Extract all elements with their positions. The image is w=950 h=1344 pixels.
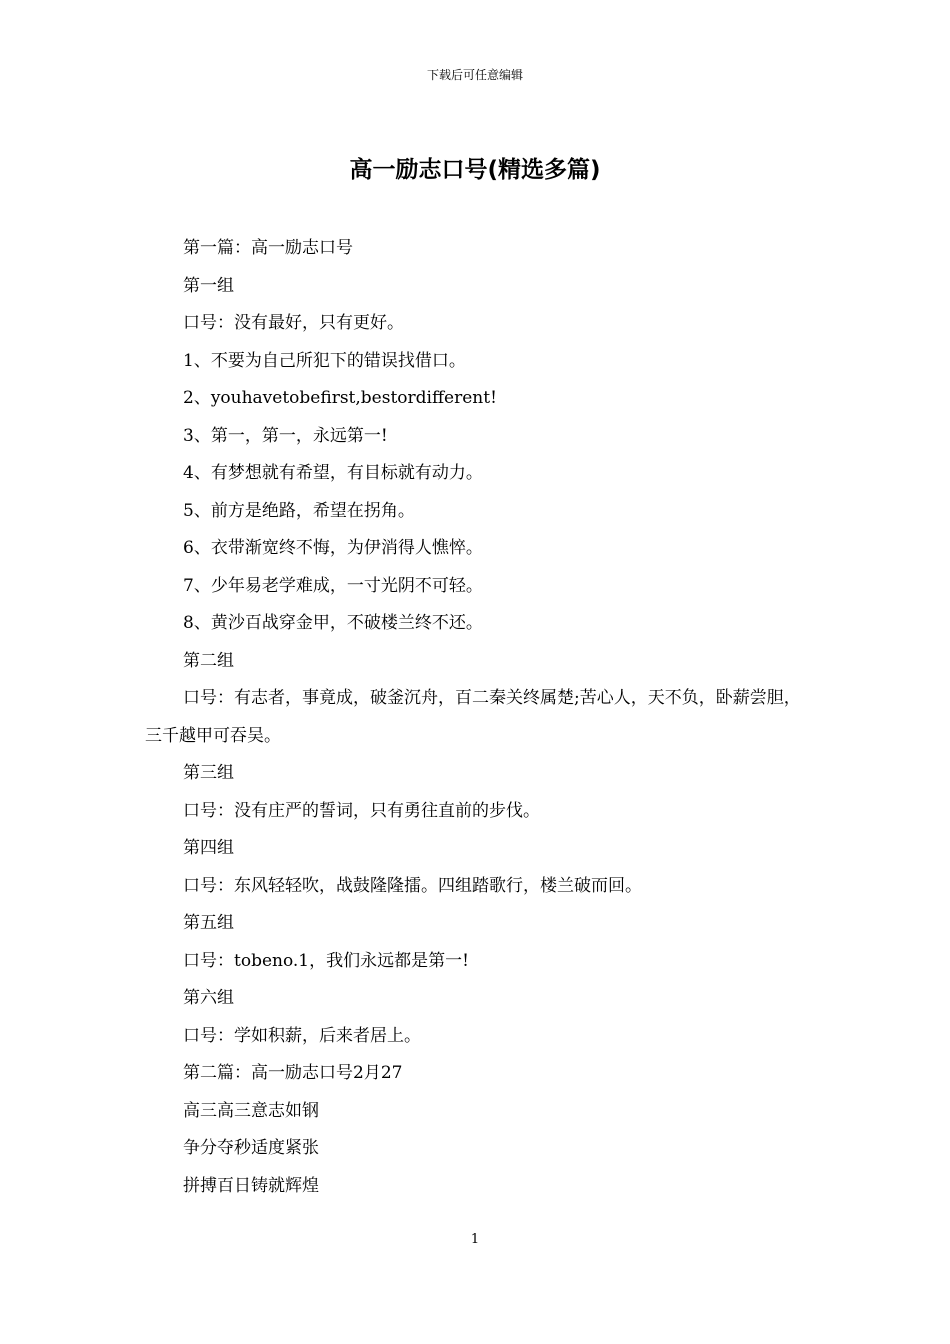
group-heading-3: 第三组	[183, 763, 234, 783]
slogan-line-2: 争分夺秒适度紧张	[183, 1138, 319, 1158]
section-heading-1: 第一篇：高一励志口号	[183, 238, 353, 258]
list-item-4: 4、有梦想就有希望，有目标就有动力。	[183, 463, 483, 483]
slogan-group-2: 口号：有志者，事竟成，破釜沉舟，百二秦关终属楚;苦心人，天不负，卧薪尝胆，三千越甲可吞吴。	[145, 688, 801, 746]
list-item-7: 7、少年易老学难成，一寸光阴不可轻。	[183, 575, 483, 596]
page-header-note: 下载后可任意编辑	[426, 68, 523, 82]
group-heading-1: 第一组	[183, 275, 234, 296]
list-item-2: 2、youhavetobefirst,bestordifferent!	[183, 388, 497, 408]
slogan-group-1: 口号：没有最好，只有更好。	[183, 313, 404, 333]
list-item-1: 1、不要为自己所犯下的错误找借口。	[183, 350, 466, 371]
slogan-group-3: 口号：没有庄严的誓词，只有勇往直前的步伐。	[183, 800, 540, 821]
document-title: 高一励志口号(精选多篇)	[349, 157, 601, 183]
group-heading-6: 第六组	[183, 988, 234, 1008]
group-heading-4: 第四组	[183, 838, 234, 858]
slogan-group-5: 口号：tobeno.1，我们永远都是第一!	[183, 950, 469, 971]
slogan-line-1: 高三高三意志如钢	[183, 1100, 319, 1121]
list-item-5: 5、前方是绝路，希望在拐角。	[183, 500, 415, 521]
slogan-group-6: 口号：学如积薪，后来者居上。	[183, 1025, 421, 1046]
list-item-3: 3、第一，第一，永远第一!	[183, 425, 388, 446]
document-body	[145, 230, 813, 1205]
list-item-8: 8、黄沙百战穿金甲，不破楼兰终不还。	[183, 613, 483, 633]
group-heading-5: 第五组	[183, 913, 234, 933]
group-heading-2: 第二组	[183, 650, 234, 671]
page-number: 1	[470, 1232, 480, 1247]
slogan-line-3: 拼搏百日铸就辉煌	[183, 1175, 319, 1196]
slogan-group-4: 口号：东风轻轻吹，战鼓隆隆擂。四组踏歌行，楼兰破而回。	[183, 875, 642, 896]
section-heading-2: 第二篇：高一励志口号2月27	[183, 1063, 403, 1083]
list-item-6: 6、衣带渐宽终不悔，为伊消得人憔悴。	[183, 538, 483, 558]
